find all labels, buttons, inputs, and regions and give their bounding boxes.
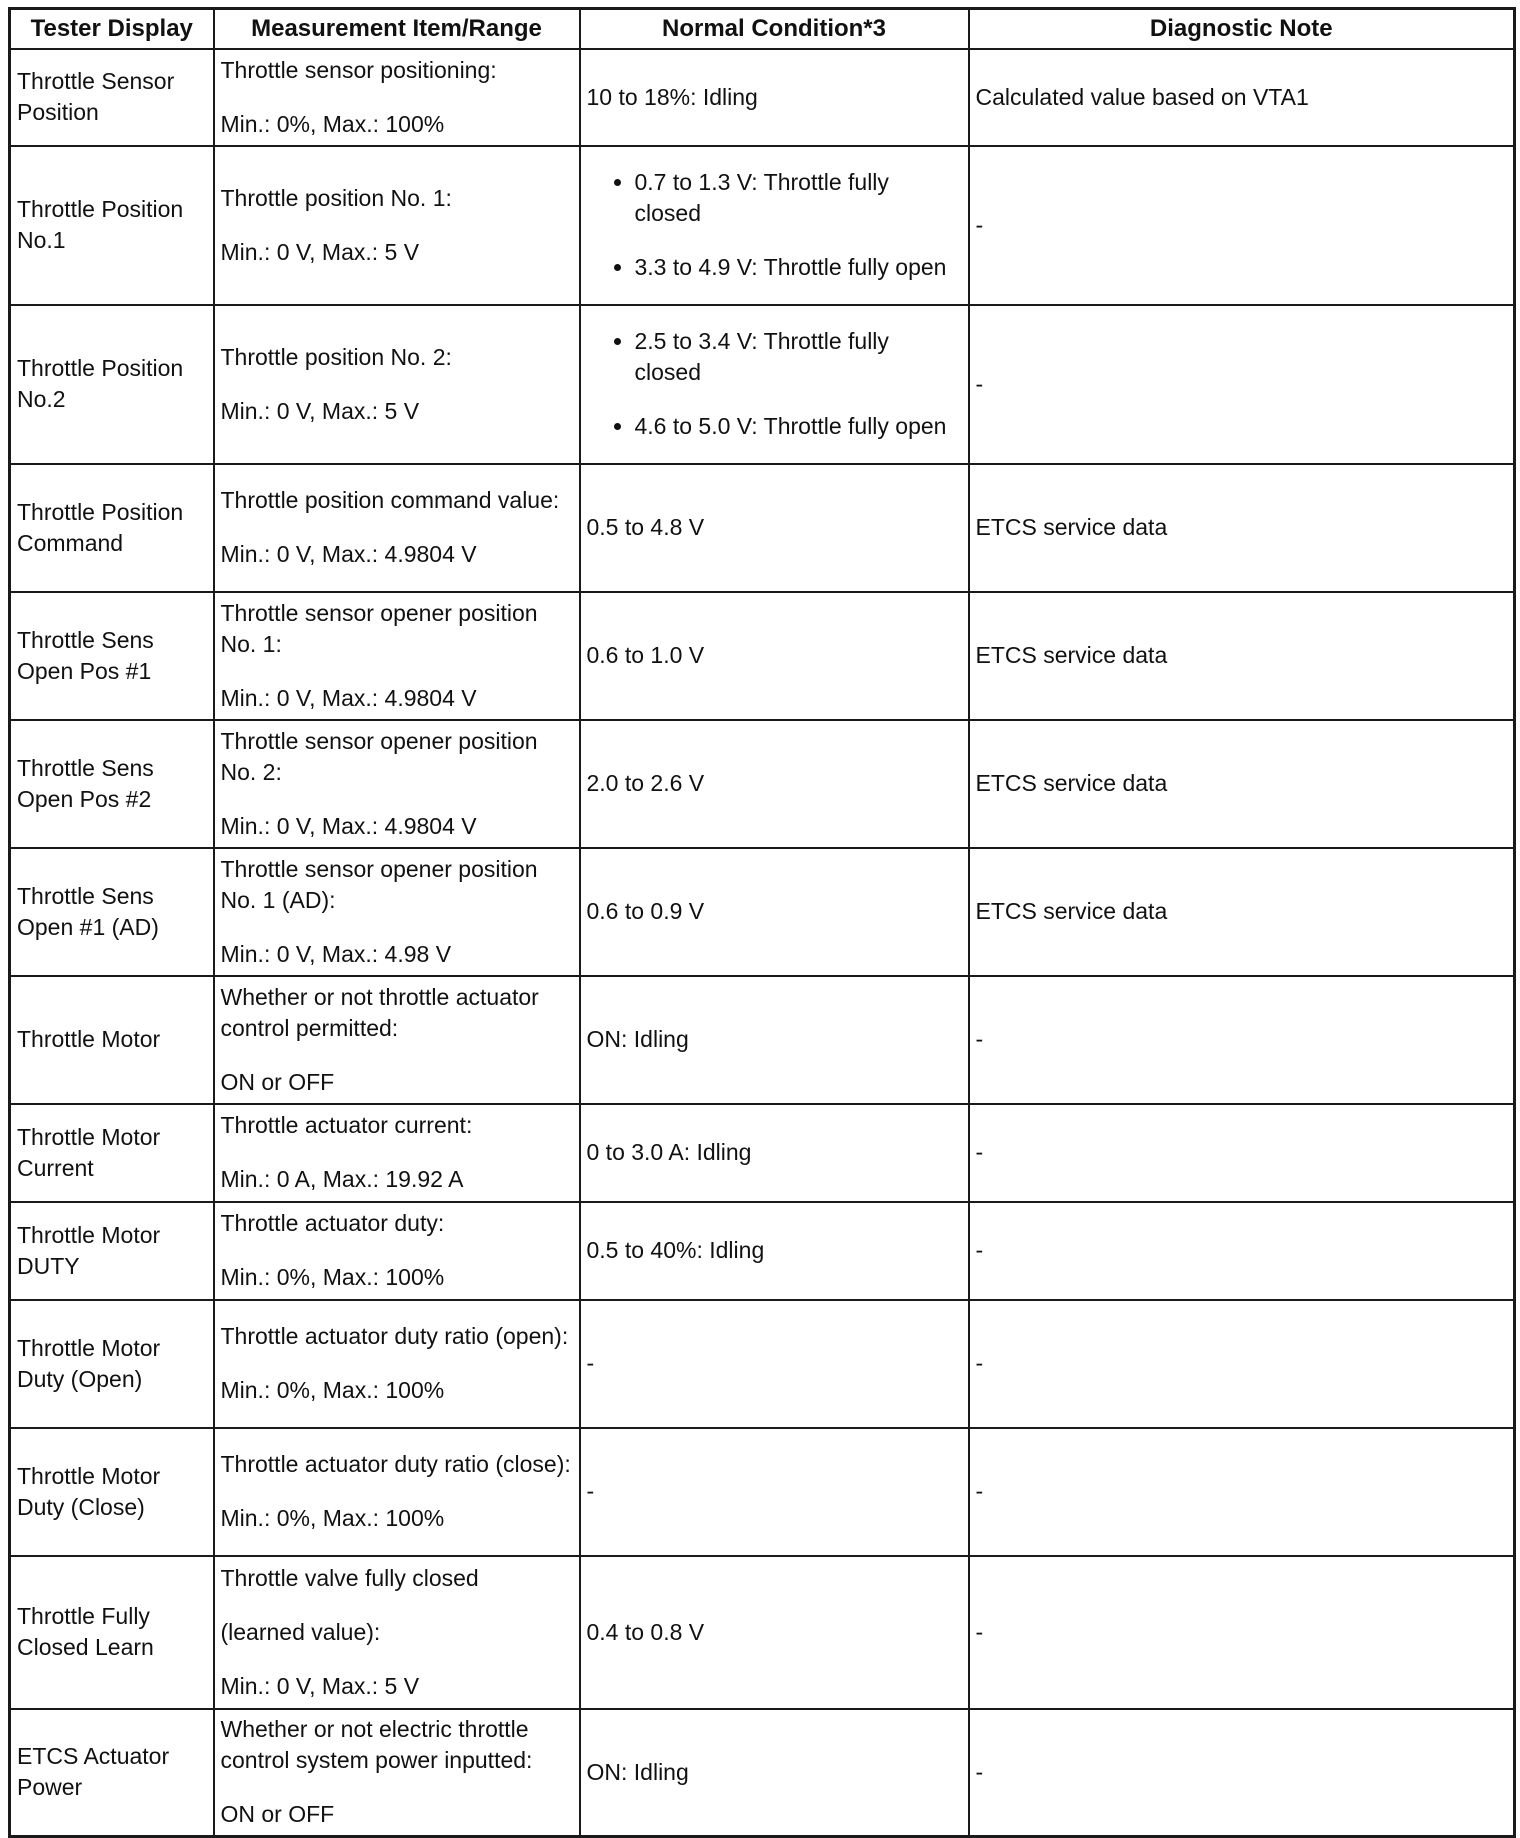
header-measurement-item: Measurement Item/Range — [214, 9, 580, 49]
table-row — [10, 146, 1515, 305]
normal-condition-cell — [580, 146, 969, 305]
measurement-cell — [214, 848, 580, 976]
table-row — [10, 976, 1515, 1104]
measurement-line: Min.: 0%, Max.: 100% — [220, 110, 445, 137]
measurement-cell — [214, 976, 580, 1104]
measurement-line: Throttle sensor opener position No. 2: — [220, 727, 538, 785]
header-normal-condition: Normal Condition*3 — [580, 9, 969, 49]
diagnostic-note-cell: - — [969, 1556, 1515, 1709]
measurement-cell — [214, 1556, 580, 1709]
diagnostic-note-cell: - — [969, 976, 1515, 1104]
tester-display-cell: Throttle Sens Open Pos #2 — [10, 720, 214, 848]
normal-condition-cell: 0.6 to 1.0 V — [580, 592, 969, 720]
normal-condition-item: • 0.7 to 1.3 V: Throttle fully closed — [635, 167, 962, 229]
tester-display-cell: Throttle Position Command — [10, 464, 214, 592]
tester-display-cell: Throttle Sens Open Pos #1 — [10, 592, 214, 720]
measurement-line: Throttle sensor opener position No. 1: — [220, 599, 538, 657]
measurement-cell — [214, 1428, 580, 1556]
header-row — [10, 9, 1515, 49]
normal-condition-cell — [580, 305, 969, 464]
table-row — [10, 1202, 1515, 1300]
header-tester-display: Tester Display — [10, 9, 214, 49]
measurement-line: Whether or not electric throttle control system power inputted: — [220, 1716, 533, 1774]
normal-condition-item: • 4.6 to 5.0 V: Throttle fully open — [635, 411, 962, 442]
tester-display-cell: Throttle Sens Open #1 (AD) — [10, 848, 214, 976]
measurement-cell — [214, 720, 580, 848]
measurement-line: ON or OFF — [220, 1068, 335, 1095]
tester-display-cell: Throttle Motor — [10, 976, 214, 1104]
table-row — [10, 464, 1515, 592]
measurement-line: Whether or not throttle actuator control permitted: — [220, 983, 539, 1041]
measurement-cell — [214, 1709, 580, 1837]
measurement-line: Min.: 0 V, Max.: 5 V — [220, 238, 420, 265]
diagnostic-note-cell: - — [969, 1202, 1515, 1300]
measurement-line: Min.: 0 V, Max.: 5 V — [220, 397, 420, 424]
measurement-line: Min.: 0 V, Max.: 4.9804 V — [220, 812, 477, 839]
measurement-cell — [214, 1202, 580, 1300]
table-row — [10, 1300, 1515, 1428]
tester-display-cell: ETCS Actuator Power — [10, 1709, 214, 1837]
normal-condition-cell: ON: Idling — [580, 1709, 969, 1837]
tester-display-cell: Throttle Sensor Position — [10, 49, 214, 146]
table-row — [10, 1556, 1515, 1709]
measurement-line: Throttle valve fully closed — [220, 1564, 479, 1591]
tester-display-cell: Throttle Position No.1 — [10, 146, 214, 305]
measurement-cell — [214, 49, 580, 146]
measurement-line: Min.: 0 V, Max.: 5 V — [220, 1672, 420, 1699]
tester-display-cell: Throttle Fully Closed Learn — [10, 1556, 214, 1709]
normal-condition-cell: ON: Idling — [580, 976, 969, 1104]
table-row — [10, 848, 1515, 976]
measurement-line: Throttle sensor opener position No. 1 (AD): — [220, 855, 538, 913]
normal-condition-cell: 2.0 to 2.6 V — [580, 720, 969, 848]
measurement-line: Min.: 0%, Max.: 100% — [220, 1505, 445, 1531]
table-row — [10, 49, 1515, 146]
normal-condition-cell: 10 to 18%: Idling — [580, 49, 969, 146]
diagnostic-note-cell: - — [969, 1709, 1515, 1837]
normal-condition-list — [587, 167, 962, 283]
normal-condition-cell: 0.5 to 4.8 V — [580, 464, 969, 592]
measurement-line: Throttle actuator current: — [220, 1112, 473, 1138]
table-row — [10, 1709, 1515, 1837]
diagnostic-note-cell: - — [969, 305, 1515, 464]
tester-display-cell: Throttle Motor Current — [10, 1104, 214, 1202]
table-row — [10, 720, 1515, 848]
table-row — [10, 592, 1515, 720]
normal-condition-cell: 0.4 to 0.8 V — [580, 1556, 969, 1709]
tester-display-cell: Throttle Position No.2 — [10, 305, 214, 464]
tester-display-cell: Throttle Motor Duty (Close) — [10, 1428, 214, 1556]
normal-condition-list — [587, 326, 962, 442]
diagnostic-note-cell: ETCS service data — [969, 592, 1515, 720]
diagnostic-note-cell: - — [969, 146, 1515, 305]
measurement-line: Min.: 0 V, Max.: 4.9804 V — [220, 541, 477, 567]
measurement-line: Throttle position No. 1: — [220, 184, 452, 211]
measurement-line: Throttle actuator duty: — [220, 1210, 445, 1236]
normal-condition-cell: 0 to 3.0 A: Idling — [580, 1104, 969, 1202]
normal-condition-cell: - — [580, 1300, 969, 1428]
table-row — [10, 1428, 1515, 1556]
normal-condition-cell: 0.6 to 0.9 V — [580, 848, 969, 976]
measurement-line: Min.: 0 V, Max.: 4.98 V — [220, 940, 452, 967]
measurement-cell — [214, 1104, 580, 1202]
normal-condition-cell: 0.5 to 40%: Idling — [580, 1202, 969, 1300]
measurement-line: Min.: 0%, Max.: 100% — [220, 1377, 445, 1403]
tester-display-cell: Throttle Motor Duty (Open) — [10, 1300, 214, 1428]
tester-display-cell: Throttle Motor DUTY — [10, 1202, 214, 1300]
measurement-line: Min.: 0 A, Max.: 19.92 A — [220, 1166, 464, 1192]
measurement-line: (learned value): — [220, 1618, 381, 1645]
normal-condition-item: • 3.3 to 4.9 V: Throttle fully open — [635, 252, 962, 283]
measurement-cell — [214, 464, 580, 592]
measurement-line: Throttle position No. 2: — [220, 343, 452, 370]
measurement-cell — [214, 305, 580, 464]
table-row — [10, 305, 1515, 464]
measurement-line: Throttle actuator duty ratio (close): — [220, 1451, 571, 1477]
normal-condition-cell: - — [580, 1428, 969, 1556]
diagnostic-note-cell: ETCS service data — [969, 720, 1515, 848]
measurement-line: ON or OFF — [220, 1801, 335, 1828]
measurement-cell — [214, 146, 580, 305]
normal-condition-item: • 2.5 to 3.4 V: Throttle fully closed — [635, 326, 962, 388]
table-row — [10, 1104, 1515, 1202]
measurement-line: Throttle actuator duty ratio (open): — [220, 1323, 569, 1349]
measurement-line: Min.: 0 V, Max.: 4.9804 V — [220, 684, 477, 711]
measurement-line: Throttle position command value: — [220, 487, 560, 513]
diagnostic-data-table — [8, 7, 1516, 1838]
diagnostic-note-cell: - — [969, 1300, 1515, 1428]
diagnostic-note-cell: ETCS service data — [969, 464, 1515, 592]
header-diagnostic-note: Diagnostic Note — [969, 9, 1515, 49]
measurement-cell — [214, 1300, 580, 1428]
measurement-line: Throttle sensor positioning: — [220, 56, 497, 83]
diagnostic-note-cell: - — [969, 1104, 1515, 1202]
measurement-cell — [214, 592, 580, 720]
diagnostic-note-cell: ETCS service data — [969, 848, 1515, 976]
diagnostic-note-cell: Calculated value based on VTA1 — [969, 49, 1515, 146]
measurement-line: Min.: 0%, Max.: 100% — [220, 1264, 445, 1290]
diagnostic-note-cell: - — [969, 1428, 1515, 1556]
